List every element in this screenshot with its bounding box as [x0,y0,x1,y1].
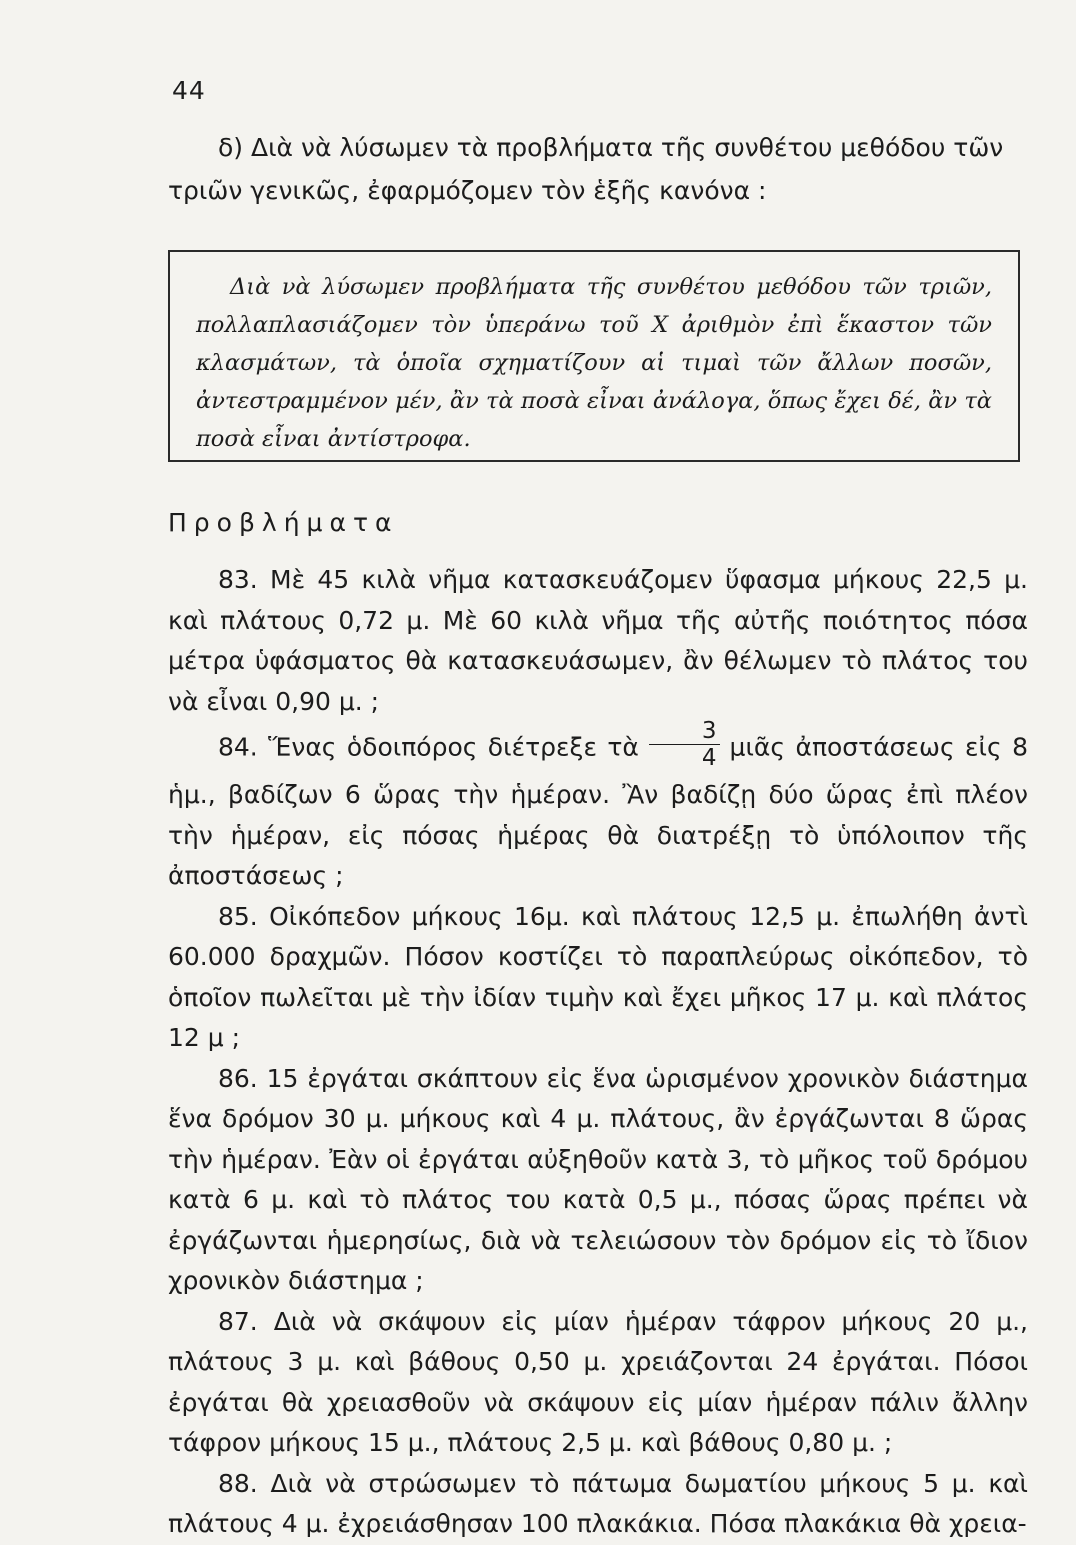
problem-84-before: 84. Ἕνας ὁδοιπόρος διέτρεξε τὰ [218,732,639,762]
intro-paragraph [168,126,1028,212]
problem-84-after: μιᾶς ἀποστάσεως εἰς 8 ἡμ., βαδίζων 6 ὥρας τὴν ἡμέραν. Ἂν βαδίζῃ δύο ὥρας ἐπὶ πλέον τὴν ἡμέραν, εἰς πόσας ἡμέρας θὰ διατρέξῃ τὸ ὑπόλοιπον τῆς ἀποστάσεως ; [168,732,1028,890]
problems-list [168,560,1028,1545]
problem-83: 83. Μὲ 45 κιλὰ νῆμα κατασκευάζομεν ὕφασμα μήκους 22,5 μ. καὶ πλάτους 0,72 μ. Μὲ 60 κιλὰ νῆμα τῆς αὐτῆς ποιότητος πόσα μέτρα ὑφάσματος θὰ κατασκευάσωμεν, ἂν θέλωμεν τὸ πλάτος του νὰ εἶναι 0,90 μ. ; [168,565,1028,716]
intro-line-1: δ) Διὰ νὰ λύσωμεν τὰ προβλήματα τῆς συνθέτου μεθόδου τῶν [218,133,1004,162]
intro-line-2: τριῶν γενικῶς, ἐφαρμόζομεν τὸν ἑξῆς κανόνα : [168,176,767,205]
problem-85: 85. Οἰκόπεδον μήκους 16μ. καὶ πλάτους 12,5 μ. ἐπωλήθη ἀντὶ 60.000 δραχμῶν. Πόσον κοστίζει τὸ παραπλεύρως οἰκόπεδον, τὸ ὁποῖον πωλεῖται μὲ τὴν ἰδίαν τιμὴν καὶ ἔχει μῆκος 17 μ. καὶ πλάτος 12 μ ; [168,901,1028,1052]
problem-87: 87. Διὰ νὰ σκάψουν εἰς μίαν ἡμέραν τάφρον μήκους 20 μ., πλάτους 3 μ. καὶ βάθους 0,50 μ. χρειάζονται 24 ἐργάται. Πόσοι ἐργάται θὰ χρειασθοῦν νὰ σκάψουν εἰς μίαν ἡμέραν πάλιν ἄλλην τάφρον μήκους 15 μ., πλάτους 2,5 μ. καὶ βάθους 0,80 μ. ; [168,1306,1028,1457]
rule-text: Διὰ νὰ λύσωμεν προβλήματα τῆς συνθέτου μεθόδου τῶν τριῶν, πολλαπλασιάζομεν τὸν ὑπεράνω τοῦ X ἀριθμὸν ἐπὶ ἕκαστον τῶν κλασμάτων, τὰ ὁποῖα σχηματίζουν αἱ τιμαὶ τῶν ἄλλων ποσῶν, ἀντεστραμμένον μέν, ἂν τὰ ποσὰ εἶναι ἀνάλογα, ὅπως ἔχει δέ, ἂν τὰ ποσὰ εἶναι ἀντίστροφα. [196,274,992,452]
rule-box [168,250,1020,462]
section-heading: Προβλήματα [168,508,399,537]
problem-84 [168,718,1028,897]
fraction-numerator: 3 [649,718,720,745]
page-number: 44 [172,76,206,105]
problem-88: 88. Διὰ νὰ στρώσωμεν τὸ πάτωμα δωματίου μήκους 5 μ. καὶ πλάτους 4 μ. ἐχρειάσθησαν 100 πλακάκια. Πόσα πλακάκια θὰ χρεια- [168,1468,1028,1538]
problem-86: 86. 15 ἐργάται σκάπτουν εἰς ἕνα ὡρισμένον χρονικὸν διάστημα ἕνα δρόμον 30 μ. μήκους καὶ 4 μ. πλάτους, ἂν ἐργάζωνται 8 ὥρας τὴν ἡμέραν. Ἐὰν οἱ ἐργάται αὐξηθοῦν κατὰ 3, τὸ μῆκος τοῦ δρόμου κατὰ 6 μ. καὶ τὸ πλάτος του κατὰ 0,5 μ., πόσας ὥρας πρέπει νὰ ἐργάζωνται ἡμερησίως, διὰ νὰ τελειώσουν τὸν δρόμον εἰς τὸ ἴδιον χρονικὸν διάστημα ; [168,1063,1028,1295]
fraction-three-quarters [649,718,720,771]
fraction-denominator: 4 [701,745,717,771]
